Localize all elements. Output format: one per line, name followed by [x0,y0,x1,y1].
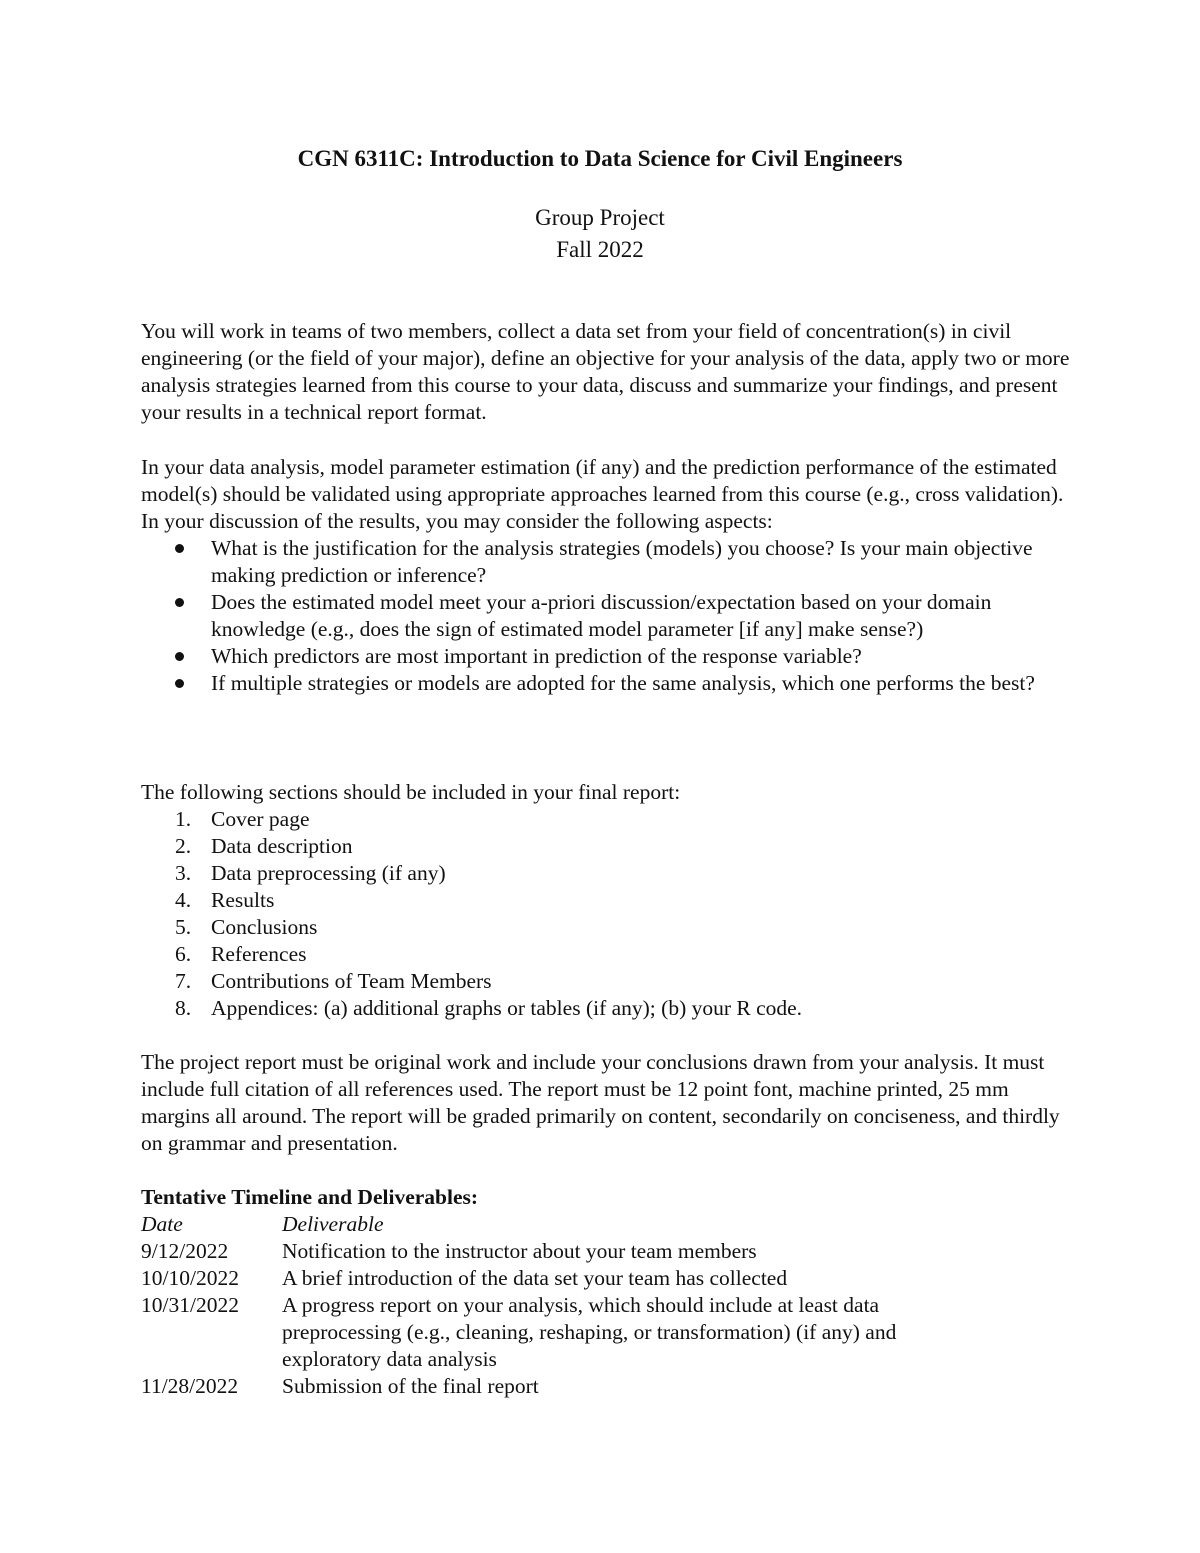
list-item [141,860,802,887]
bullet-icon [175,652,184,661]
list-item [141,670,1041,697]
timeline-table [141,1211,1041,1400]
list-item [141,589,1041,643]
list-item [141,914,802,941]
table-row [141,1238,1041,1265]
requirements-paragraph: The project report must be original work and include your conclusions drawn from your analysis. It must include full citation of all references used. The report must be 12 point font, machine printed, 25 mm margins all around. The report will be graded primarily on content, secondarily on conciseness, and thirdly on grammar and presentation. [141,1050,1060,1155]
table-row [141,1265,1041,1292]
list-item [141,806,802,833]
list-number: 6. [175,942,192,966]
list-number: 7. [175,969,192,993]
timeline-date: 10/31/2022 [141,1293,239,1317]
section-text: References [211,942,307,966]
timeline-deliverable: A progress report on your analysis, which should include at least data preprocessing (e.g., cleaning, reshaping, or transformation) (if any) and exploratory data analysis [282,1293,897,1371]
list-number: 5. [175,915,192,939]
aspect-text: If multiple strategies or models are adopted for the same analysis, which one performs the best? [211,671,1035,695]
timeline-header-row [141,1211,1041,1238]
table-row [141,1373,1041,1400]
section-text: Results [211,888,275,912]
aspect-text: What is the justification for the analysis strategies (models) you choose? Is your main objective making prediction or inference? [211,536,1033,587]
timeline-deliverable: Notification to the instructor about your team members [282,1239,757,1263]
aspect-text: Which predictors are most important in prediction of the response variable? [211,644,862,668]
deliverable-column-header: Deliverable [282,1212,384,1236]
list-number: 8. [175,996,192,1020]
list-item [141,833,802,860]
analysis-paragraph: In your data analysis, model parameter estimation (if any) and the prediction performance of the estimated model(s) should be validated using appropriate approaches learned from this course (e.g., cross validation). In your discussion of the results, you may consider the following aspects: [141,455,1064,533]
timeline-date: 9/12/2022 [141,1239,229,1263]
list-number: 4. [175,888,192,912]
bullet-icon [175,544,184,553]
list-number: 1. [175,807,192,831]
sections-list [141,806,802,1022]
timeline-deliverable: Submission of the final report [282,1374,539,1398]
intro-paragraph: You will work in teams of two members, collect a data set from your field of concentration(s) in civil engineering (or the field of your major), define an objective for your analysis of the data, apply two or more analysis strategies learned from this course to your data, discuss and summarize your findings, and present your results in a technical report format. [141,319,1070,424]
section-text: Data preprocessing (if any) [211,861,446,885]
list-item [141,995,802,1022]
section-text: Conclusions [211,915,318,939]
timeline-date: 10/10/2022 [141,1266,239,1290]
section-text: Cover page [211,807,310,831]
document-term: Fall 2022 [556,237,644,262]
list-item [141,941,802,968]
date-column-header: Date [141,1212,183,1236]
document-subtitle: Group Project [535,205,665,230]
bullet-icon [175,598,184,607]
section-text: Appendices: (a) additional graphs or tables (if any); (b) your R code. [211,996,803,1020]
list-item [141,535,1041,589]
list-item [141,887,802,914]
table-row [141,1292,1041,1373]
timeline-heading: Tentative Timeline and Deliverables: [141,1185,479,1209]
timeline-date: 11/28/2022 [141,1374,239,1398]
list-item [141,643,1041,670]
list-number: 2. [175,834,192,858]
timeline-deliverable: A brief introduction of the data set your team has collected [282,1266,788,1290]
document-title: CGN 6311C: Introduction to Data Science for Civil Engineers [297,146,903,171]
aspects-list [141,535,1041,697]
sections-intro: The following sections should be included in your final report: [141,780,681,804]
section-text: Data description [211,834,353,858]
section-text: Contributions of Team Members [211,969,492,993]
list-item [141,968,802,995]
bullet-icon [175,679,184,688]
aspect-text: Does the estimated model meet your a-priori discussion/expectation based on your domain knowledge (e.g., does the sign of estimated model parameter [if any] make sense?) [211,590,992,641]
list-number: 3. [175,861,192,885]
